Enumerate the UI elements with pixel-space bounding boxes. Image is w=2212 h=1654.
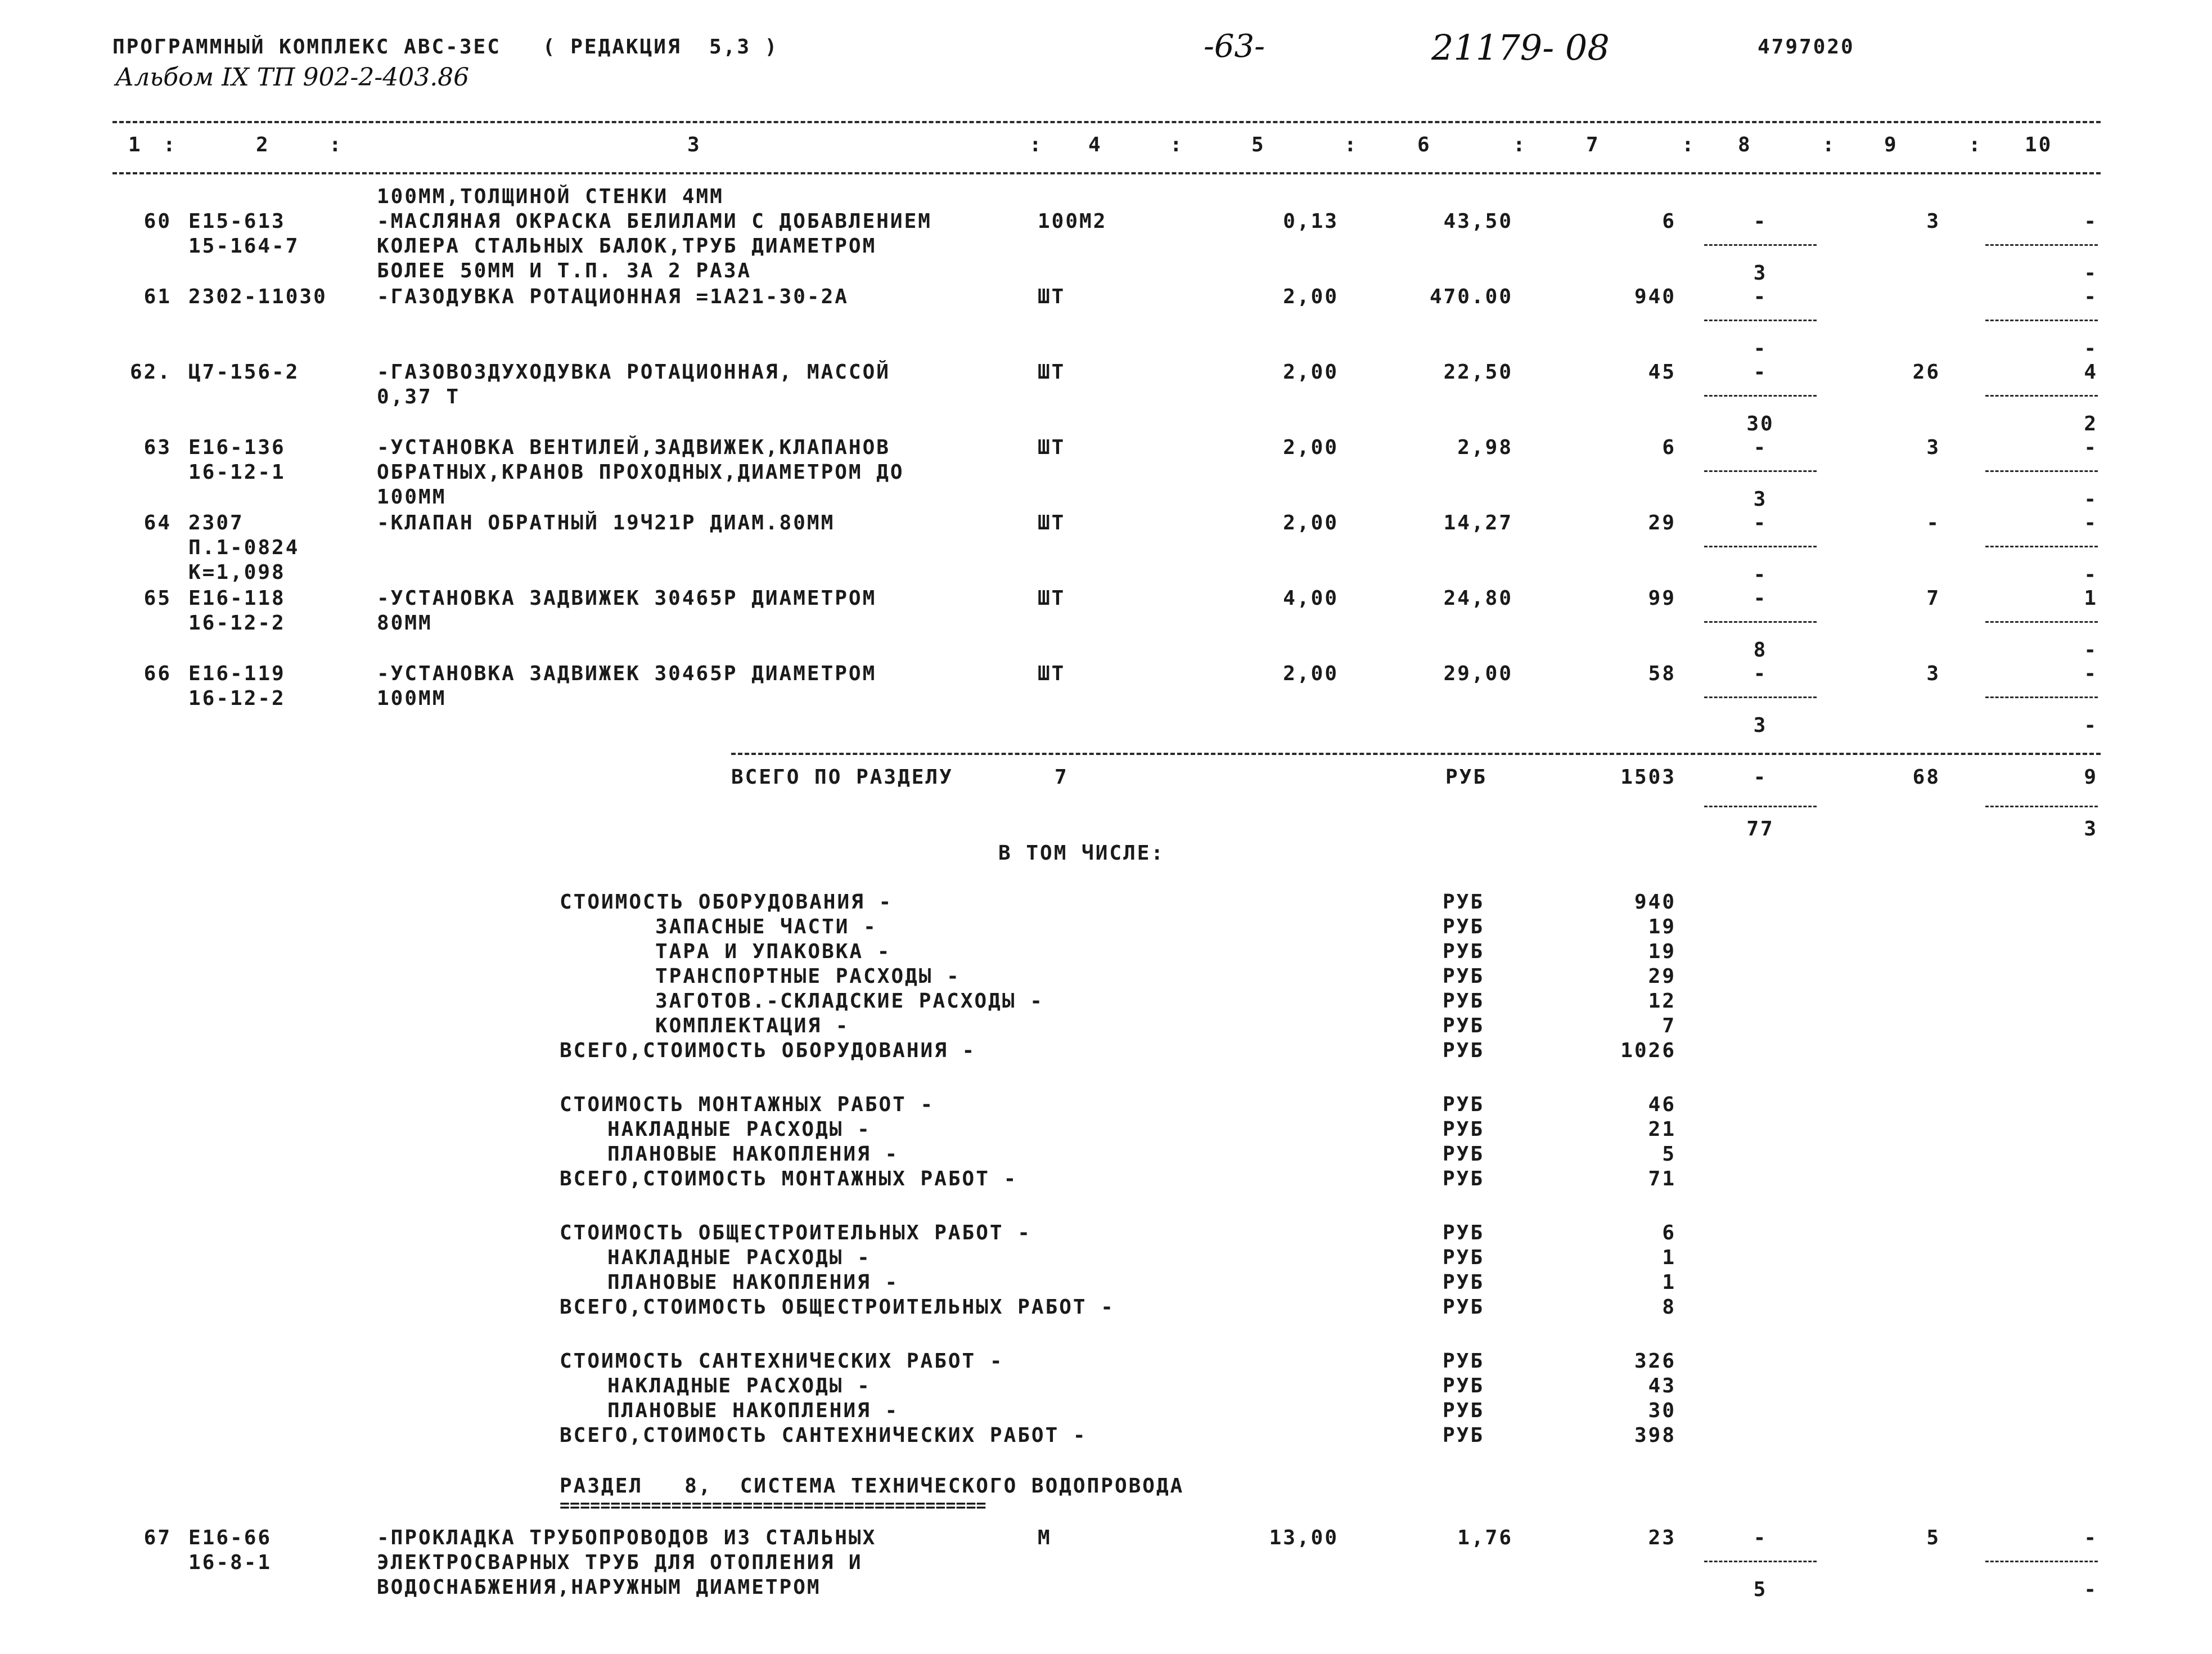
column-separators: : [1344,133,1358,156]
row-60-code: 15-164-7 [188,235,300,258]
row-66-code: 16-12-2 [188,687,286,710]
row-61-description: -ГАЗОДУВКА РОТАЦИОННАЯ =1А21-30-2А [377,285,849,308]
program-header: ПРОГРАММНЫЙ КОМПЛЕКС АВС-3ЕС ( РЕДАКЦИЯ 5,3 ) [112,35,779,59]
row-63-total: 6 [1662,436,1676,459]
row-61-unit-price: 470.00 [1429,285,1513,308]
section-total-col8-bottom: 77 [1746,817,1774,841]
row-66-number: 66 [143,662,172,685]
row-66-col8-bottom: 3 [1753,714,1768,737]
row-67-col10-rule [1985,1561,2098,1562]
row-64-col9: - [1926,511,1940,534]
summary-label: ВСЕГО,СТОИМОСТЬ ОБЩЕСТРОИТЕЛЬНЫХ РАБОТ - [560,1296,1115,1319]
column-header-9: 9 [1884,133,1898,156]
summary-value: 398 [1634,1424,1676,1447]
row-60-number: 60 [143,210,172,233]
summary-value: 7 [1662,1014,1676,1037]
column-header-3: 3 [687,133,701,156]
row-64-col10-bottom: - [2084,563,2098,586]
column-header-6: 6 [1417,133,1431,156]
section-total-col8-rule [1704,806,1817,807]
row-65-number: 65 [143,587,172,610]
row-67-col8-top: - [1753,1526,1768,1549]
summary-value: 12 [1648,990,1676,1013]
row-60-code: Е15-613 [188,210,286,233]
row-63-col8-rule [1704,470,1817,472]
column-header-7: 7 [1586,133,1600,156]
summary-label: ПЛАНОВЫЕ НАКОПЛЕНИЯ - [607,1271,899,1294]
row-65-col10-top: 1 [2084,587,2098,610]
row-60-quantity: 0,13 [1283,210,1339,233]
row-62-total: 45 [1648,361,1676,384]
row-62-col9: 26 [1912,361,1940,384]
summary-value: 1 [1662,1246,1676,1269]
column-separators: : [329,133,343,156]
summary-value: 8 [1662,1296,1676,1319]
summary-unit: РУБ [1443,1399,1485,1422]
in-that-number-heading: В ТОМ ЧИСЛЕ: [998,842,1165,865]
summary-value: 21 [1648,1118,1676,1141]
row-60-col8-bottom: 3 [1753,262,1768,285]
row-65-unit-price: 24,80 [1443,587,1513,610]
row-67-col10-top: - [2084,1526,2098,1549]
row-63-col9: 3 [1926,436,1940,459]
column-header-5: 5 [1251,133,1265,156]
column-header-2: 2 [256,133,270,156]
header-bottom-rule [112,172,2101,174]
summary-label: ТРАНСПОРТНЫЕ РАСХОДЫ - [655,965,961,988]
summary-value: 19 [1648,915,1676,938]
row-63-unit: ШТ [1038,436,1066,459]
document-number: 21179- 08 [1431,27,1610,68]
row-62-number: 62. [129,361,172,384]
summary-unit: РУБ [1443,1143,1485,1166]
row-61-col8-rule [1704,320,1817,321]
column-header-4: 4 [1088,133,1102,156]
summary-label: НАКЛАДНЫЕ РАСХОДЫ - [607,1246,871,1269]
row-66-code: Е16-119 [188,662,286,685]
row-63-number: 63 [143,436,172,459]
section-8-title: РАЗДЕЛ 8, СИСТЕМА ТЕХНИЧЕСКОГО ВОДОПРОВОДА [560,1475,1184,1498]
row-64-quantity: 2,00 [1283,511,1339,534]
row-65-total: 99 [1648,587,1676,610]
row-67-unit-price: 1,76 [1457,1526,1513,1549]
row-65-col8-top: - [1753,587,1768,610]
row-continuation-description: 100ММ,ТОЛЩИНОЙ СТЕНКИ 4ММ [377,185,724,208]
row-67-total: 23 [1648,1526,1676,1549]
row-65-unit: ШТ [1038,587,1066,610]
row-67-unit: М [1038,1526,1052,1549]
summary-label: НАКЛАДНЫЕ РАСХОДЫ - [607,1118,871,1141]
row-65-col8-rule [1704,621,1817,623]
summary-label: ПЛАНОВЫЕ НАКОПЛЕНИЯ - [607,1399,899,1422]
row-66-unit: ШТ [1038,662,1066,685]
row-65-col10-bottom: - [2084,639,2098,662]
row-60-unit: 100М2 [1038,210,1107,233]
summary-unit: РУБ [1443,940,1485,963]
row-64-col10-top: - [2084,511,2098,534]
row-60-col8-top: - [1753,210,1768,233]
section-total-col9: 68 [1912,766,1940,789]
row-64-total: 29 [1648,511,1676,534]
row-66-col9: 3 [1926,662,1940,685]
summary-label: ЗАПАСНЫЕ ЧАСТИ - [655,915,877,938]
section-total-col10-top: 9 [2084,766,2098,789]
summary-label: СТОИМОСТЬ САНТЕХНИЧЕСКИХ РАБОТ - [560,1350,1004,1373]
row-64-code: К=1,098 [188,561,286,584]
row-61-col8-bottom: - [1753,337,1768,360]
row-62-col8-rule [1704,395,1817,397]
summary-value: 940 [1634,891,1676,914]
row-66-quantity: 2,00 [1283,662,1339,685]
row-67-code: Е16-66 [188,1526,272,1549]
row-67-number: 67 [143,1526,172,1549]
row-63-description: 100ММ [377,486,447,509]
summary-unit: РУБ [1443,1093,1485,1116]
row-61-col10-rule [1985,320,2098,321]
summary-value: 19 [1648,940,1676,963]
row-64-col10-rule [1985,546,2098,547]
row-60-col10-bottom: - [2084,262,2098,285]
summary-label: КОМПЛЕКТАЦИЯ - [655,1014,850,1037]
row-60-col8-rule [1704,244,1817,246]
row-66-col8-rule [1704,696,1817,698]
row-62-col8-top: - [1753,361,1768,384]
section-total-amount: 1503 [1620,766,1676,789]
row-60-description: БОЛЕЕ 50ММ И Т.П. ЗА 2 РАЗА [377,259,752,282]
row-61-total: 940 [1634,285,1676,308]
row-64-col8-bottom: - [1753,563,1768,586]
summary-value: 326 [1634,1350,1676,1373]
section-total-col10-bottom: 3 [2084,817,2098,841]
row-60-col10-top: - [2084,210,2098,233]
row-63-code: Е16-136 [188,436,286,459]
section-8-underline: ========================================== [560,1496,986,1516]
row-64-col8-top: - [1753,511,1768,534]
summary-unit: РУБ [1443,1221,1485,1244]
summary-unit: РУБ [1443,1167,1485,1190]
section-total-label: ВСЕГО ПО РАЗДЕЛУ [731,766,953,789]
row-65-code: 16-12-2 [188,612,286,635]
row-66-col10-bottom: - [2084,714,2098,737]
row-62-description: 0,37 Т [377,385,461,408]
row-67-quantity: 13,00 [1269,1526,1339,1549]
summary-label: ВСЕГО,СТОИМОСТЬ ОБОРУДОВАНИЯ - [560,1039,976,1062]
row-64-col8-rule [1704,546,1817,547]
summary-unit: РУБ [1443,965,1485,988]
summary-value: 5 [1662,1143,1676,1166]
row-63-description: -УСТАНОВКА ВЕНТИЛЕЙ,ЗАДВИЖЕК,КЛАПАНОВ [377,436,890,459]
summary-label: СТОИМОСТЬ ОБОРУДОВАНИЯ - [560,891,893,914]
summary-label: ВСЕГО,СТОИМОСТЬ МОНТАЖНЫХ РАБОТ - [560,1167,1018,1190]
column-header-10: 10 [2025,133,2053,156]
row-64-number: 64 [143,511,172,534]
row-63-code: 16-12-1 [188,461,286,484]
summary-unit: РУБ [1443,1118,1485,1141]
row-62-description: -ГАЗОВОЗДУХОДУВКА РОТАЦИОННАЯ, МАССОЙ [377,361,890,384]
row-64-unit-price: 14,27 [1443,511,1513,534]
column-header-8: 8 [1738,133,1752,156]
row-61-col10-bottom: - [2084,337,2098,360]
row-60-unit-price: 43,50 [1443,210,1513,233]
row-66-col10-top: - [2084,662,2098,685]
summary-unit: РУБ [1443,1039,1485,1062]
row-66-description: 100ММ [377,687,447,710]
row-66-total: 58 [1648,662,1676,685]
summary-unit: РУБ [1443,1014,1485,1037]
column-header-1: 1 [128,133,142,156]
summary-unit: РУБ [1443,1271,1485,1294]
summary-unit: РУБ [1443,990,1485,1013]
row-62-col10-rule [1985,395,2098,397]
summary-unit: РУБ [1443,915,1485,938]
row-62-col10-top: 4 [2084,361,2098,384]
row-67-description: ВОДОСНАБЖЕНИЯ,НАРУЖНЫМ ДИАМЕТРОМ [377,1576,821,1599]
section-total-unit: РУБ [1445,766,1488,789]
column-separators: : [163,133,177,156]
summary-label: СТОИМОСТЬ ОБЩЕСТРОИТЕЛЬНЫХ РАБОТ - [560,1221,1031,1244]
summary-label: НАКЛАДНЫЕ РАСХОДЫ - [607,1374,871,1397]
row-61-quantity: 2,00 [1283,285,1339,308]
row-60-description: КОЛЕРА СТАЛЬНЫХ БАЛОК,ТРУБ ДИАМЕТРОМ [377,235,877,258]
row-64-unit: ШТ [1038,511,1066,534]
row-65-col9: 7 [1926,587,1940,610]
row-62-col10-bottom: 2 [2084,412,2098,435]
summary-unit: РУБ [1443,1424,1485,1447]
row-60-col9: 3 [1926,210,1940,233]
row-65-col10-rule [1985,621,2098,623]
summary-value: 29 [1648,965,1676,988]
row-63-unit-price: 2,98 [1457,436,1513,459]
column-separators: : [1170,133,1184,156]
summary-label: СТОИМОСТЬ МОНТАЖНЫХ РАБОТ - [560,1093,935,1116]
row-63-quantity: 2,00 [1283,436,1339,459]
row-64-code: 2307 [188,511,244,534]
section-total-count: 7 [1055,766,1069,789]
summary-unit: РУБ [1443,891,1485,914]
row-62-unit-price: 22,50 [1443,361,1513,384]
summary-value: 30 [1648,1399,1676,1422]
row-66-description: -УСТАНОВКА ЗАДВИЖЕК 30465Р ДИАМЕТРОМ [377,662,877,685]
summary-value: 1026 [1620,1039,1676,1062]
row-67-code: 16-8-1 [188,1551,272,1574]
row-61-unit: ШТ [1038,285,1066,308]
row-62-code: Ц7-156-2 [188,361,300,384]
column-separators: : [1029,133,1043,156]
summary-label: ПЛАНОВЫЕ НАКОПЛЕНИЯ - [607,1143,899,1166]
row-67-description: ЭЛЕКТРОСВАРНЫХ ТРУБ ДЛЯ ОТОПЛЕНИЯ И [377,1551,863,1574]
row-67-col8-bottom: 5 [1753,1578,1768,1601]
row-67-col9: 5 [1926,1526,1940,1549]
row-65-col8-bottom: 8 [1753,639,1768,662]
column-separators: : [1513,133,1527,156]
row-63-col10-top: - [2084,436,2098,459]
row-67-description: -ПРОКЛАДКА ТРУБОПРОВОДОВ ИЗ СТАЛЬНЫХ [377,1526,877,1549]
row-63-col8-top: - [1753,436,1768,459]
summary-label: ТАРА И УПАКОВКА - [655,940,891,963]
row-66-col8-top: - [1753,662,1768,685]
row-62-col8-bottom: 30 [1746,412,1774,435]
row-63-col10-rule [1985,470,2098,472]
row-65-description: -УСТАНОВКА ЗАДВИЖЕК 30465Р ДИАМЕТРОМ [377,587,877,610]
row-67-col8-rule [1704,1561,1817,1562]
summary-unit: РУБ [1443,1350,1485,1373]
row-64-description: -КЛАПАН ОБРАТНЫЙ 19Ч21Р ДИАМ.80ММ [377,511,835,534]
row-61-code: 2302-11030 [188,285,327,308]
column-separators: : [1968,133,1983,156]
row-63-col8-bottom: 3 [1753,488,1768,511]
row-60-description: -МАСЛЯНАЯ ОКРАСКА БЕЛИЛАМИ С ДОБАВЛЕНИЕМ [377,210,932,233]
document-code: 4797020 [1758,35,1855,59]
row-62-unit: ШТ [1038,361,1066,384]
summary-unit: РУБ [1443,1374,1485,1397]
summary-value: 43 [1648,1374,1676,1397]
row-63-col10-bottom: - [2084,488,2098,511]
summary-value: 1 [1662,1271,1676,1294]
summary-value: 6 [1662,1221,1676,1244]
header-top-rule [112,121,2101,123]
row-65-quantity: 4,00 [1283,587,1339,610]
summary-label: ЗАГОТОВ.-СКЛАДСКИЕ РАСХОДЫ - [655,990,1044,1013]
summary-unit: РУБ [1443,1296,1485,1319]
column-separators: : [1682,133,1696,156]
row-66-unit-price: 29,00 [1443,662,1513,685]
summary-value: 46 [1648,1093,1676,1116]
row-61-col8-top: - [1753,285,1768,308]
summary-label: ВСЕГО,СТОИМОСТЬ САНТЕХНИЧЕСКИХ РАБОТ - [560,1424,1087,1447]
row-61-number: 61 [143,285,172,308]
page-number: -63- [1204,28,1265,65]
row-60-total: 6 [1662,210,1676,233]
row-63-description: ОБРАТНЫХ,КРАНОВ ПРОХОДНЫХ,ДИАМЕТРОМ ДО [377,461,904,484]
summary-unit: РУБ [1443,1246,1485,1269]
section-total-col10-rule [1985,806,2098,807]
column-separators: : [1822,133,1836,156]
row-67-col10-bottom: - [2084,1578,2098,1601]
section-total-col8-top: - [1753,766,1768,789]
album-handwritten-note: Альбом IX ТП 902-2-403.86 [115,63,470,92]
row-65-code: Е16-118 [188,587,286,610]
row-60-col10-rule [1985,244,2098,246]
row-64-code: П.1-0824 [188,536,300,559]
row-66-col10-rule [1985,696,2098,698]
row-61-col10-top: - [2084,285,2098,308]
row-65-description: 80ММ [377,612,433,635]
row-62-quantity: 2,00 [1283,361,1339,384]
section-total-rule [731,753,2101,755]
summary-value: 71 [1648,1167,1676,1190]
